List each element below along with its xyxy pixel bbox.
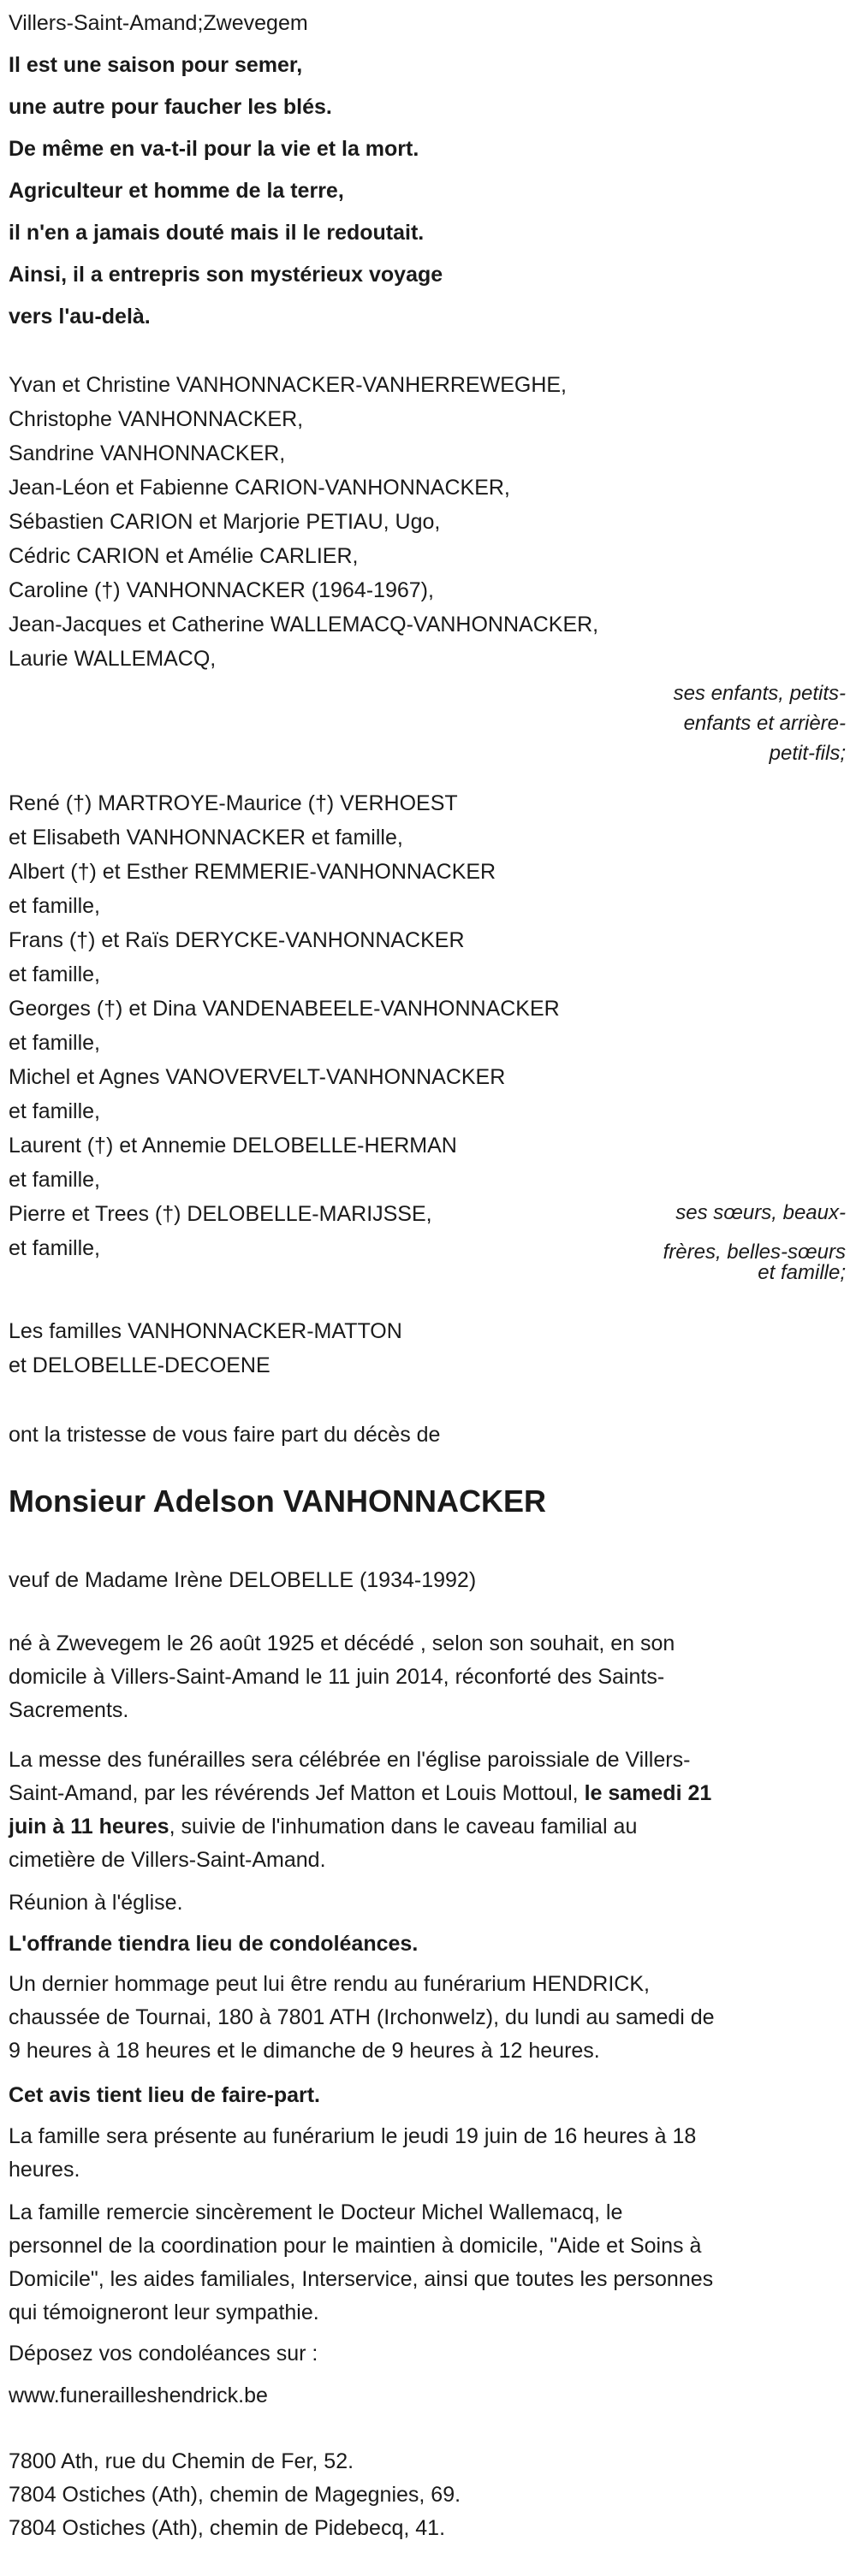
announcement: [9, 1418, 847, 1452]
siblings-line: Michel et Agnes VANOVERVELT-VANHONNACKER: [9, 1065, 506, 1089]
children-role-line: petit-fils;: [769, 742, 846, 765]
families-line: Les familles VANHONNACKER-MATTON: [9, 1319, 402, 1343]
siblings-role-3: et famille;: [758, 1261, 846, 1284]
birth-death: [9, 1627, 847, 1727]
poem-line: De même en va-t-il pour la vie et la mort.: [9, 137, 419, 161]
tribute-line: chaussée de Tournai, 180 à 7801 ATH (Irchonwelz), du lundi au samedi de: [9, 2005, 715, 2029]
siblings-role-2: frères, belles-sœurs: [663, 1241, 846, 1264]
mass-line: La messe des funérailles sera célébrée en l'église paroissiale de Villers-: [9, 1748, 691, 1772]
reunion: [9, 1886, 847, 1920]
children-line: Laurie WALLEMACQ,: [9, 647, 217, 671]
birth-death-line: né à Zwevegem le 26 août 1925 et décédé , selon son souhait, en son: [9, 1631, 675, 1655]
tribute: [9, 1968, 847, 2068]
children-role-line: enfants et arrière-: [683, 712, 846, 735]
mass-text: , suivie de l'inhumation dans le caveau familial au: [169, 1815, 638, 1839]
poem-line: Il est une saison pour semer,: [9, 53, 303, 77]
siblings-line: et famille,: [9, 1099, 100, 1123]
mass-line: [9, 1810, 847, 1844]
children-role-line: ses enfants, petits-: [673, 682, 846, 705]
siblings-line: et famille,: [9, 1236, 100, 1260]
birth-death-line: domicile à Villers-Saint-Amand le 11 juin 2014, réconforté des Saints-: [9, 1665, 665, 1689]
mass-text: Saint-Amand, par les révérends Jef Matton et Louis Mottoul,: [9, 1781, 585, 1805]
mass-line: [9, 1777, 847, 1810]
mass-date: le samedi 21: [584, 1781, 712, 1805]
children-list: [9, 368, 847, 676]
addresses-line: 7800 Ath, rue du Chemin de Fer, 52.: [9, 2449, 354, 2473]
widower: [9, 1563, 847, 1597]
siblings-list: [9, 786, 847, 1265]
children-line: Christophe VANHONNACKER,: [9, 407, 304, 431]
website-link[interactable]: www.funerailleshendrick.be: [9, 2384, 268, 2407]
mass-time: juin à 11 heures: [9, 1815, 169, 1839]
poem-line: une autre pour faucher les blés.: [9, 95, 332, 119]
addresses: [9, 2445, 847, 2545]
poem: [9, 44, 847, 338]
siblings-line: Albert (†) et Esther REMMERIE-VANHONNACKER: [9, 860, 496, 884]
poem-line: Ainsi, il a entrepris son mystérieux voyage: [9, 263, 443, 287]
children-line: Jean-Léon et Fabienne CARION-VANHONNACKER,: [9, 476, 510, 500]
siblings-line: et famille,: [9, 894, 100, 918]
thanks-line: personnel de la coordination pour le maintien à domicile, "Aide et Soins à: [9, 2234, 702, 2258]
location-text: Villers-Saint-Amand;Zwevegem: [9, 11, 308, 35]
children-role: [674, 678, 846, 768]
thanks-line: qui témoigneront leur sympathie.: [9, 2301, 319, 2324]
siblings-line: Frans (†) et Raïs DERYCKE-VANHONNACKER: [9, 928, 465, 952]
addresses-line: 7804 Ostiches (Ath), chemin de Pidebecq, 41.: [9, 2516, 446, 2540]
offering-text: L'offrande tiendra lieu de condoléances.: [9, 1932, 419, 1956]
mass-line: cimetière de Villers-Saint-Amand.: [9, 1848, 326, 1872]
poem-line: il n'en a jamais douté mais il le redoutait.: [9, 221, 425, 245]
siblings-line: René (†) MARTROYE-Maurice (†) VERHOEST: [9, 791, 458, 815]
presence-line: La famille sera présente au funérarium le jeudi 19 juin de 16 heures à 18: [9, 2124, 697, 2148]
siblings-line: Georges (†) et Dina VANDENABEELE-VANHONNACKER: [9, 997, 560, 1021]
reunion-text: Réunion à l'église.: [9, 1891, 183, 1915]
siblings-role-1: ses sœurs, beaux-: [675, 1201, 846, 1224]
tribute-line: Un dernier hommage peut lui être rendu au funérarium HENDRICK,: [9, 1972, 650, 1996]
website: [9, 2378, 847, 2413]
notice: [9, 2078, 847, 2112]
siblings-line: Laurent (†) et Annemie DELOBELLE-HERMAN: [9, 1134, 457, 1158]
thanks-line: Domicile", les aides familiales, Interservice, ainsi que toutes les personnes: [9, 2267, 714, 2291]
announcement-text: ont la tristesse de vous faire part du décès de: [9, 1423, 441, 1447]
siblings-line: et famille,: [9, 962, 100, 986]
siblings-line: Pierre et Trees (†) DELOBELLE-MARIJSSE,: [9, 1202, 432, 1226]
widower-text: veuf de Madame Irène DELOBELLE (1934-1992): [9, 1568, 477, 1592]
condolences-label-text: Déposez vos condoléances sur :: [9, 2342, 318, 2366]
children-line: Sandrine VANHONNACKER,: [9, 441, 286, 465]
children-line: Caroline (†) VANHONNACKER (1964-1967),: [9, 578, 434, 602]
presence-line: heures.: [9, 2158, 80, 2182]
notice-text: Cet avis tient lieu de faire-part.: [9, 2083, 320, 2107]
siblings-line: et famille,: [9, 1031, 100, 1055]
children-line: Cédric CARION et Amélie CARLIER,: [9, 544, 359, 568]
offering: [9, 1927, 847, 1961]
tribute-line: 9 heures à 18 heures et le dimanche de 9 heures à 12 heures.: [9, 2039, 600, 2063]
deceased-name-title: Monsieur Adelson VANHONNACKER: [9, 1483, 547, 1519]
presence: [9, 2120, 847, 2187]
children-line: Sébastien CARION et Marjorie PETIAU, Ugo,: [9, 510, 441, 534]
location-header: [9, 6, 847, 40]
siblings-line: et Elisabeth VANHONNACKER et famille,: [9, 826, 403, 850]
siblings-line: et famille,: [9, 1168, 100, 1192]
families-line: et DELOBELLE-DECOENE: [9, 1353, 270, 1377]
thanks: [9, 2196, 847, 2330]
thanks-line: La famille remercie sincèrement le Docteur Michel Wallemacq, le: [9, 2200, 623, 2224]
condolences-label: [9, 2336, 847, 2371]
children-line: Yvan et Christine VANHONNACKER-VANHERREWEGHE,: [9, 373, 568, 397]
addresses-line: 7804 Ostiches (Ath), chemin de Magegnies, 69.: [9, 2483, 461, 2507]
deceased-name: [9, 1480, 847, 1523]
families: [9, 1314, 847, 1383]
poem-line: vers l'au-delà.: [9, 305, 151, 329]
birth-death-line: Sacrements.: [9, 1698, 129, 1722]
children-line: Jean-Jacques et Catherine WALLEMACQ-VANHONNACKER,: [9, 613, 599, 637]
poem-line: Agriculteur et homme de la terre,: [9, 179, 344, 203]
mass-details: [9, 1744, 847, 1877]
